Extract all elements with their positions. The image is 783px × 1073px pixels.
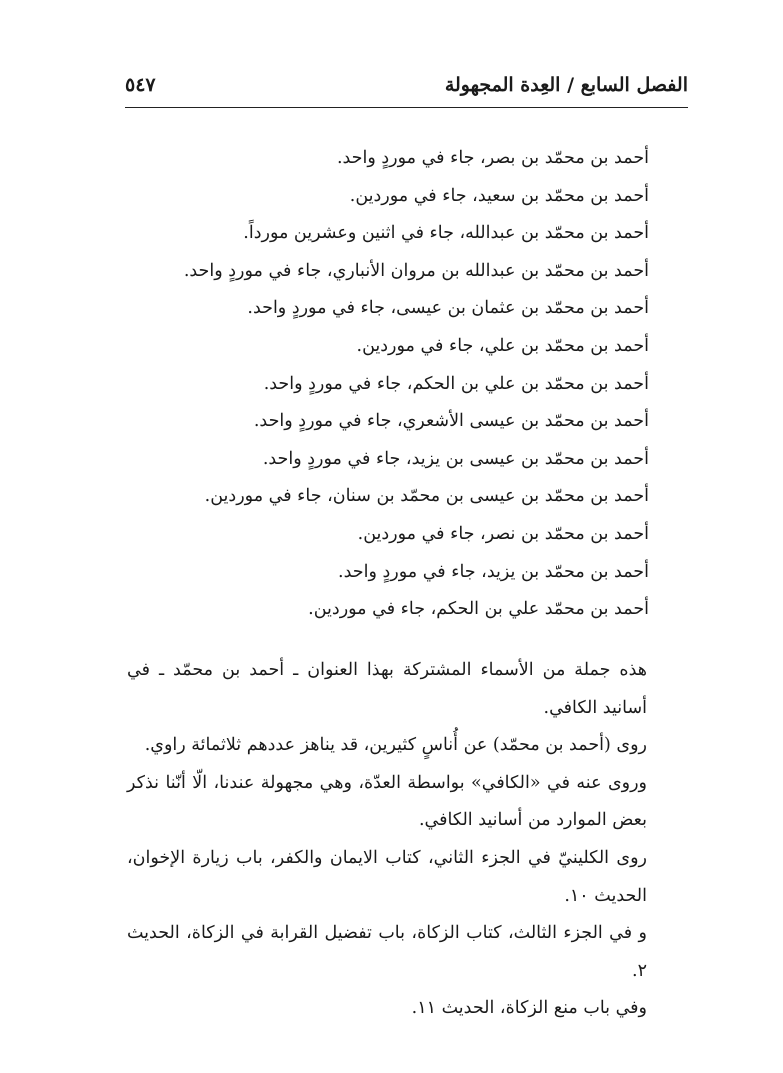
list-item: أحمد بن محمّد بن عيسى بن يزيد، جاء في موردٍ واحد. [262, 448, 649, 469]
paragraph: روى (أحمد بن محمّد) عن أُناسٍ كثيرين، قد يناهز عددهم ثلاثمائة راوي. [144, 735, 647, 756]
list-item: أحمد بن محمّد بن عبدالله بن مروان الأنباري، جاء في موردٍ واحد. [183, 260, 649, 281]
list-item: أحمد بن محمّد بن عيسى بن محمّد بن سنان، جاء في موردين. [204, 486, 649, 507]
narrator-list [120, 140, 649, 629]
paragraph: و في الجزء الثالث، كتاب الزكاة، باب تفضيل القرابة في الزكاة، الحديث ٢. [127, 923, 647, 981]
list-item: أحمد بن محمّد بن سعيد، جاء في موردين. [349, 185, 649, 206]
list-item: أحمد بن محمّد بن عبدالله، جاء في اثنين وعشرين مورداً. [243, 223, 649, 244]
chapter-title: الفصل السابع / العِدة المجهولة [444, 74, 688, 96]
body-text [127, 652, 689, 1028]
list-item: أحمد بن محمّد بن يزيد، جاء في موردٍ واحد. [338, 561, 649, 582]
page-number: ٥٤٧ [125, 74, 156, 96]
list-item: أحمد بن محمّد بن علي، جاء في موردين. [356, 335, 649, 356]
list-item: أحمد بن محمّد بن بصر، جاء في موردٍ واحد. [336, 148, 649, 168]
paragraph: هذه جملة من الأسماء المشتركة بهذا العنوان ـ أحمد بن محمّد ـ في أسانيد الكافي. [127, 660, 647, 718]
list-item: أحمد بن محمّد علي بن الحكم، جاء في موردين. [308, 599, 649, 620]
list-item: أحمد بن محمّد بن عيسى الأشعري، جاء في موردٍ واحد. [253, 411, 649, 432]
list-item: أحمد بن محمّد بن نصر، جاء في موردين. [357, 523, 649, 544]
paragraph: وروى عنه في «الكافي» بواسطة العدّة، وهي مجهولة عندنا، الّا أنّنا نذكر بعض الموارد من أسانيد الكافي. [127, 772, 647, 831]
list-item: أحمد بن محمّد بن علي بن الحكم، جاء في موردٍ واحد. [263, 373, 649, 394]
running-header [125, 68, 688, 102]
paragraph: وفي باب منع الزكاة، الحديث ١١. [411, 998, 647, 1019]
header-rule [125, 107, 688, 108]
list-item: أحمد بن محمّد بن عثمان بن عيسى، جاء في موردٍ واحد. [247, 298, 649, 319]
paragraph: روى الكلينيّ في الجزء الثاني، كتاب الايمان والكفر، باب زيارة الإخوان، الحديث ١٠. [127, 847, 647, 906]
